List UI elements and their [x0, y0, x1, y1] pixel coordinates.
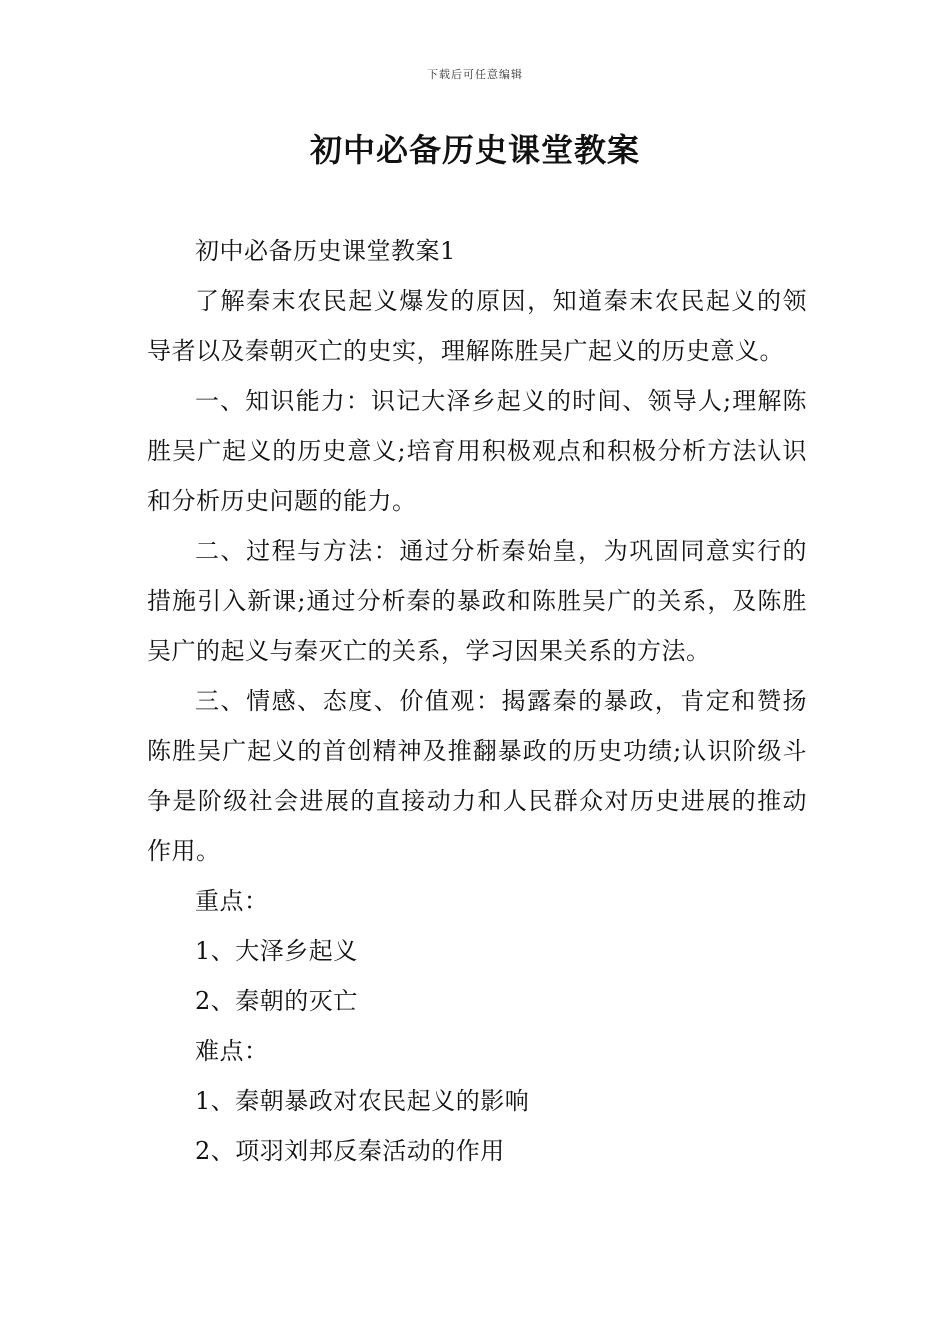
paragraph-process: 二、过程与方法：通过分析秦始皇，为巩固同意实行的措施引入新课;通过分析秦的暴政和陈胜吴广的关系，及陈胜吴广的起义与秦灭亡的关系，学习因果关系的方法。 [147, 537, 807, 665]
paragraph-values: 三、情感、态度、价值观：揭露秦的暴政，肯定和赞扬陈胜吴广起义的首创精神及推翻暴政的历史功绩;认识阶级斗争是阶级社会进展的直接动力和人民群众对历史进展的推动作用。 [147, 687, 807, 865]
document-body [147, 226, 807, 1176]
difficulty-item: 2、项羽刘邦反秦活动的作用 [195, 1137, 505, 1165]
section-heading: 初中必备历史课堂教案1 [195, 237, 456, 265]
document-title: 初中必备历史课堂教案 [309, 131, 640, 169]
header-note: 下载后可任意编辑 [427, 68, 523, 81]
difficulty-item: 1、秦朝暴政对农民起义的影响 [195, 1087, 530, 1115]
key-point-item: 2、秦朝的灭亡 [195, 987, 358, 1015]
key-points-label: 重点： [195, 887, 269, 915]
paragraph-objective: 了解秦末农民起义爆发的原因，知道秦末农民起义的领导者以及秦朝灭亡的史实，理解陈胜吴广起义的历史意义。 [147, 287, 807, 365]
paragraph-knowledge: 一、知识能力：识记大泽乡起义的时间、领导人;理解陈胜吴广起义的历史意义;培育用积极观点和积极分析方法认识和分析历史问题的能力。 [147, 387, 807, 515]
key-point-item: 1、大泽乡起义 [195, 937, 358, 965]
difficulties-label: 难点： [195, 1037, 269, 1065]
